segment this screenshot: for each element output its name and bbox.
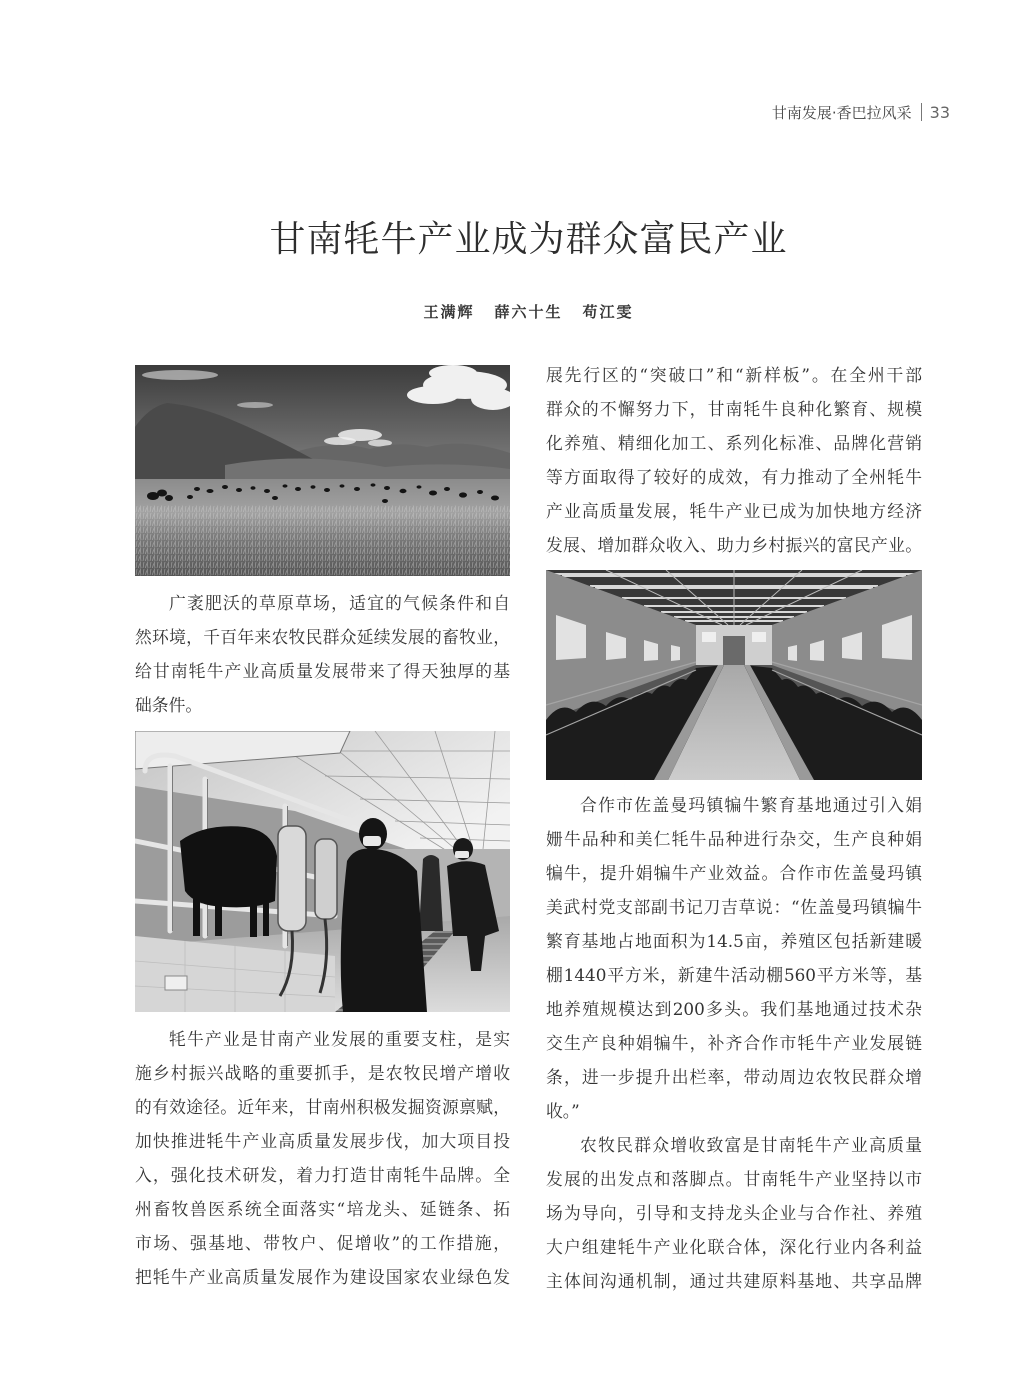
- text-line: 础条件。: [135, 695, 203, 715]
- milking-photo-graphic: [135, 731, 510, 1012]
- text-line: 美武村党支部副书记刀吉草说：“佐盖曼玛镇犏牛: [546, 897, 922, 917]
- text-line: 展先行区的“突破口”和“新样板”。在全州干部: [546, 365, 922, 385]
- text-line: 广袤肥沃的草原草场，适宜的气候条件和自: [169, 593, 510, 613]
- right-paragraph-2: [546, 788, 922, 1128]
- text-line: 把牦牛产业高质量发展作为建设国家农业绿色发: [135, 1267, 510, 1287]
- text-line: 合作市佐盖曼玛镇犏牛繁育基地通过引入娟: [580, 795, 922, 815]
- text-line: 给甘南牦牛产业高质量发展带来了得天独厚的基: [135, 661, 510, 681]
- text-line: 产业高质量发展，牦牛产业已成为加快地方经济: [546, 501, 922, 521]
- page-number: 33: [929, 102, 950, 122]
- running-head: [772, 100, 950, 124]
- left-paragraph-2: [135, 1022, 510, 1294]
- grassland-yak-herd-photo: [135, 365, 510, 576]
- text-line: 条，进一步提升出栏率，带动周边农牧民群众增: [546, 1067, 922, 1087]
- right-paragraph-3: [546, 1128, 922, 1298]
- article-title: 甘南牦牛产业成为群众富民产业: [269, 219, 788, 260]
- text-line: 牦牛产业是甘南产业发展的重要支柱，是实: [169, 1029, 510, 1049]
- background-person: [419, 855, 443, 931]
- milking-parlor-photo: [135, 731, 510, 1012]
- text-line: 市场、强基地、带牧户、促增收”的工作措施，: [135, 1233, 510, 1253]
- text-line: 收。”: [546, 1101, 580, 1121]
- text-line: 然环境，千百年来农牧民群众延续发展的畜牧业，: [135, 627, 510, 647]
- left-paragraph-1: [135, 586, 510, 722]
- text-line: 发展的出发点和落脚点。甘南牦牛产业坚持以市: [546, 1169, 922, 1189]
- section-name: 甘南发展·香巴拉风采: [771, 103, 912, 122]
- text-line: 等方面取得了较好的成效，有力推动了全州牦牛: [546, 467, 922, 487]
- author-name: 王满辉: [423, 303, 475, 321]
- text-line: 主体间沟通机制，通过共建原料基地、共享品牌: [546, 1271, 922, 1291]
- author-name: 苟江雯: [582, 303, 634, 321]
- text-line: 农牧民群众增收致富是甘南牦牛产业高质量: [580, 1135, 922, 1155]
- text-line: 姗牛品种和美仁牦牛品种进行杂交，生产良种娟: [546, 829, 922, 849]
- text-line: 施乡村振兴战略的重要抓手，是农牧民增产增收: [135, 1063, 510, 1083]
- text-line: 交生产良种娟犏牛，补齐合作市牦牛产业发展链: [546, 1033, 922, 1053]
- barn-back-wall: [696, 625, 772, 665]
- author-line: [135, 301, 922, 323]
- text-line: 发展、增加群众收入、助力乡村振兴的富民产业。: [546, 535, 922, 555]
- text-line: 的有效途径。近年来，甘南州积极发掘资源禀赋，: [135, 1097, 510, 1117]
- text-line: 棚1440平方米，新建牛活动棚560平方米等，基: [546, 965, 922, 985]
- text-line: 大户组建牦牛产业化联合体，深化行业内各利益: [546, 1237, 922, 1257]
- text-line: 化养殖、精细化加工、系列化标准、品牌化营销: [546, 433, 922, 453]
- grassland-photo-graphic: [135, 365, 510, 576]
- text-line: 地养殖规模达到200多头。我们基地通过技术杂: [546, 999, 922, 1019]
- breeding-barn-photo: [546, 570, 922, 780]
- header-divider: [921, 103, 922, 121]
- text-line: 州畜牧兽医系统全面落实“培龙头、延链条、拓: [135, 1199, 510, 1219]
- author-name: 薛六十生: [494, 303, 563, 321]
- text-line: 加快推进牦牛产业高质量发展步伐，加大项目投: [135, 1131, 510, 1151]
- text-line: 繁育基地占地面积为14.5亩，养殖区包括新建暖: [546, 931, 922, 951]
- text-line: 入，强化技术研发，着力打造甘南牦牛品牌。全: [135, 1165, 510, 1185]
- right-paragraph-1: [546, 358, 922, 562]
- text-line: 群众的不懈努力下，甘南牦牛良种化繁育、规模: [546, 399, 922, 419]
- barn-photo-graphic: [546, 570, 922, 780]
- text-line: 犏牛，提升娟犏牛产业效益。合作市佐盖曼玛镇: [546, 863, 922, 883]
- text-line: 场为导向，引导和支持龙头企业与合作社、养殖: [546, 1203, 922, 1223]
